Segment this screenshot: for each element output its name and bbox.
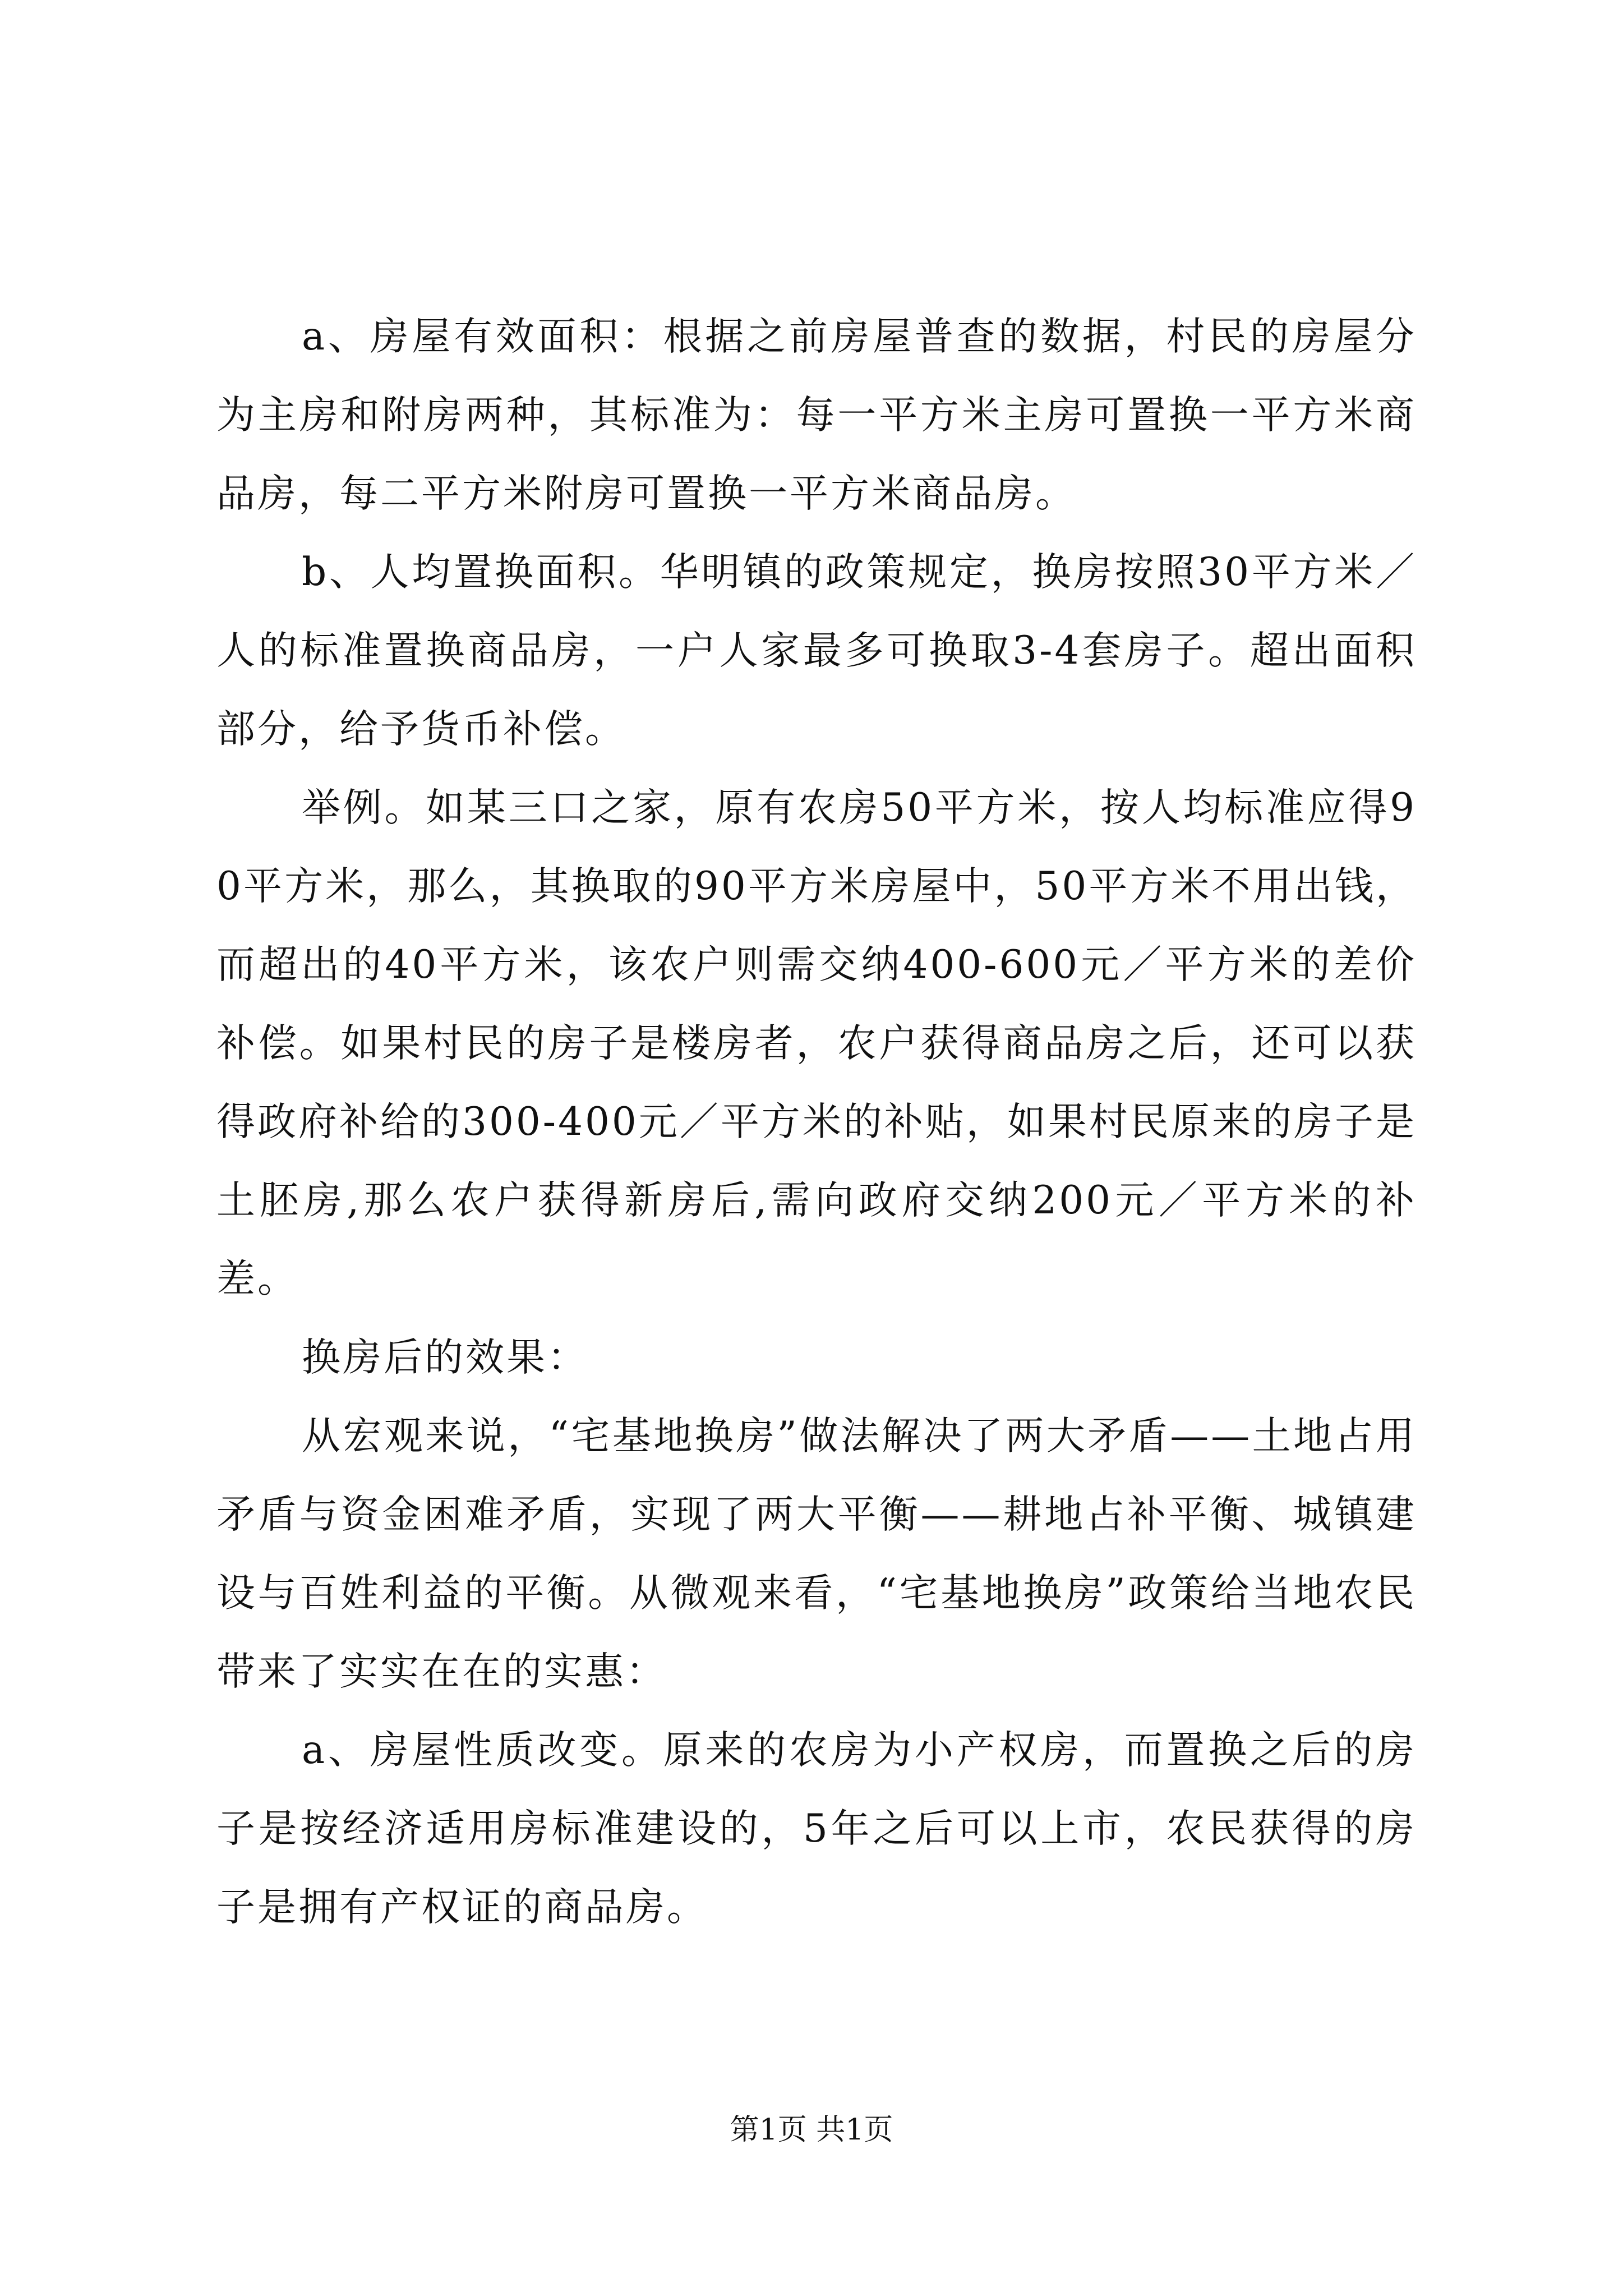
- paragraph-macro-view: 从宏观来说，“宅基地换房”做法解决了两大矛盾——土地占用矛盾与资金困难矛盾，实现了两大平衡——耕地占补平衡、城镇建设与百姓利益的平衡。从微观来看，“宅基地换房”政策给当地农民带来了实实在在的实惠：: [216, 1414, 1417, 1694]
- paragraph-example: 举例。如某三口之家，原有农房50平方米，按人均标准应得90平方米，那么，其换取的90平方米房屋中，50平方米不用出钱，而超出的40平方米，该农户则需交纳400-600元／平方米的差价补偿。如果村民的房子是楼房者，农户获得商品房之后，还可以获得政府补给的300-400元／平方米的补贴，如果村民原来的房子是土胚房,那么农户获得新房后,需向政府交纳200元／平方米的补差。: [216, 785, 1417, 1301]
- paragraph-property-nature: a、房屋性质改变。原来的农房为小产权房，而置换之后的房子是按经济适用房标准建设的，5年之后可以上市，农民获得的房子是拥有产权证的商品房。: [216, 1728, 1417, 1930]
- paragraph-effects-heading: 换房后的效果：: [302, 1335, 588, 1380]
- page-number-footer: 第1页 共1页: [730, 2113, 893, 2147]
- paragraph-effective-area: a、房屋有效面积：根据之前房屋普查的数据，村民的房屋分为主房和附房两种，其标准为：每一平方米主房可置换一平方米商品房，每二平方米附房可置换一平方米商品房。: [216, 314, 1417, 516]
- paragraph-per-capita-area: b、人均置换面积。华明镇的政策规定，换房按照30平方米／人的标准置换商品房，一户人家最多可换取3-4套房子。超出面积部分，给予货币补偿。: [216, 550, 1417, 752]
- document-body: [216, 297, 1417, 1947]
